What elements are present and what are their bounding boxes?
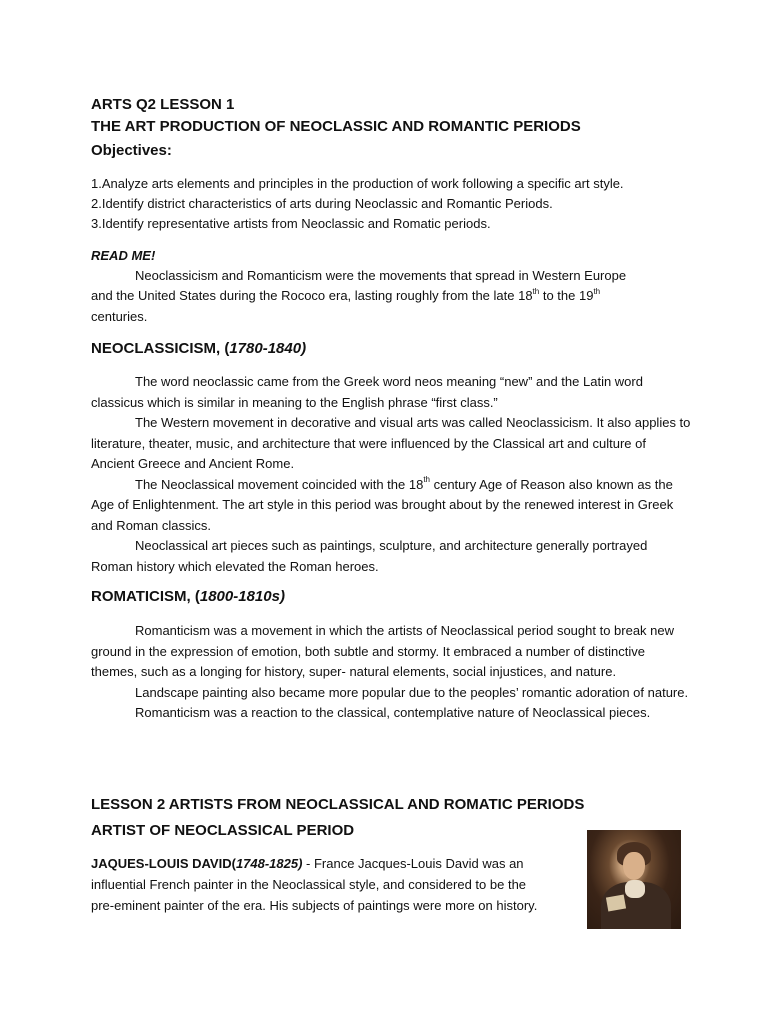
- lesson-title: THE ART PRODUCTION OF NEOCLASSIC AND ROMANTIC PERIODS: [91, 118, 581, 135]
- superscript: th: [423, 475, 430, 485]
- readme-text: and the United States during the Rococo era, lasting roughly from the late 18: [91, 288, 533, 303]
- paragraph-text: century Age of Reason also known as the Age of Enlightenment. The art style in this period was brought about by the renewed interest in Greek and Roman classics.: [91, 476, 674, 533]
- readme-label: READ ME!: [91, 248, 156, 263]
- heading-text: ROMATICISM, (: [91, 588, 200, 605]
- portrait-collar: [625, 880, 645, 898]
- readme-line: Neoclassicism and Romanticism were the movements that spread in Western Europe: [135, 268, 627, 283]
- artist-line: influential French painter in the Neoclassical style, and considered to be the: [91, 877, 527, 892]
- paragraph: [91, 475, 691, 537]
- artist-line: pre-eminent painter of the era. His subjects of paintings were more on history.: [91, 898, 538, 913]
- neoclassicism-body: [91, 372, 691, 577]
- readme-line: [91, 286, 600, 307]
- neoclassicism-heading: [91, 340, 306, 357]
- paragraph: Landscape painting also became more popular due to the peoples’ romantic adoration of nature.: [135, 684, 689, 700]
- portrait-face: [623, 852, 645, 880]
- paragraph: The Western movement in decorative and visual arts was called Neoclassicism. It also applies to literature, theater, music, and architecture that were influenced by the Classical art and culture of Ancient Greece and Ancient Rome.: [91, 415, 691, 471]
- objective-item: 2.Identify district characteristics of arts during Neoclassic and Romantic Periods.: [91, 196, 553, 211]
- artist-years: 1748-1825): [235, 856, 303, 871]
- objective-item: 1.Analyze arts elements and principles in the production of work following a specific art style.: [91, 176, 624, 191]
- paragraph-text: The Neoclassical movement coincided with the 18: [135, 476, 424, 492]
- paragraph: Romanticism was a reaction to the classical, contemplative nature of Neoclassical pieces.: [135, 705, 651, 720]
- lesson2-heading: LESSON 2 ARTISTS FROM NEOCLASSICAL AND ROMATIC PERIODS: [91, 796, 585, 813]
- paragraph: Romanticism was a movement in which the artists of Neoclassical period sought to break new ground in the expression of emotion, both subtle and stormy. It embraced a number of distinctive themes, such as a longing for history, super- natural elements, social injustices, and nature.: [91, 623, 675, 679]
- portrait-painting-icon: [587, 830, 681, 929]
- superscript: th: [532, 286, 540, 296]
- artist-name: JAQUES-LOUIS DAVID(: [91, 856, 236, 871]
- superscript: th: [593, 286, 601, 296]
- lesson-label: ARTS Q2 LESSON 1: [91, 96, 235, 113]
- paragraph: Neoclassical art pieces such as paintings, sculpture, and architecture generally portrayed Roman history which elevated the Roman heroes.: [91, 538, 648, 574]
- objective-item: 3.Identify representative artists from Neoclassic and Romatic periods.: [91, 216, 491, 231]
- objectives-label: Objectives:: [91, 142, 172, 159]
- heading-years: 1780-1840): [229, 340, 307, 357]
- heading-years: 1800-1810s): [199, 588, 285, 605]
- readme-text: to the 19: [539, 288, 594, 303]
- romanticism-body: [91, 621, 691, 724]
- paragraph: The word neoclassic came from the Greek word neos meaning “new” and the Latin word classicus which is similar in meaning to the English phrase “first class.”: [91, 374, 643, 410]
- romanticism-heading: [91, 588, 285, 605]
- artist-line: [91, 854, 524, 875]
- artist-text: - France Jacques-Louis David was an: [302, 856, 524, 871]
- lesson2-subheading: ARTIST OF NEOCLASSICAL PERIOD: [91, 822, 355, 839]
- heading-text: NEOCLASSICISM, (: [91, 340, 230, 357]
- readme-line: centuries.: [91, 309, 148, 324]
